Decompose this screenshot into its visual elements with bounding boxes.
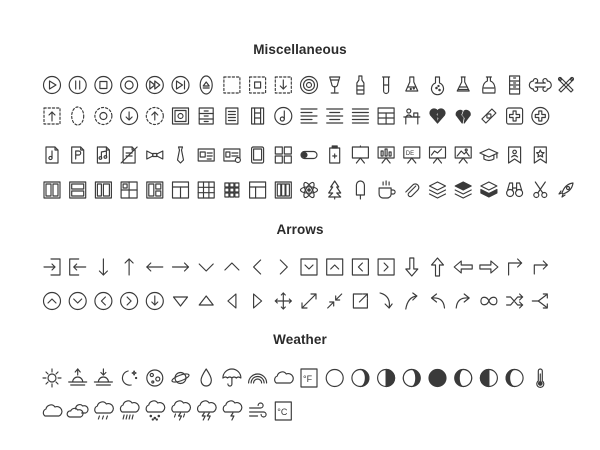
tools-cross-icon	[559, 78, 574, 93]
id-card-check-icon	[224, 149, 241, 163]
arrow-left-outline-icon	[454, 261, 472, 273]
sunrise-icon	[69, 369, 87, 385]
bottle-icon	[357, 76, 364, 94]
chevron-up-square-icon	[327, 259, 343, 275]
medical-cross-circle-icon	[532, 108, 549, 125]
moon-first-quarter-icon	[378, 370, 395, 387]
moon-new-icon	[326, 370, 343, 387]
dashed-circle-icon	[95, 108, 112, 125]
chevron-left-square-icon	[352, 259, 368, 275]
scissors-icon	[534, 182, 547, 198]
bookmark-star-icon	[534, 147, 546, 163]
arrow-down-circle-icon	[146, 293, 163, 310]
dashed-stop-square-icon	[250, 77, 266, 93]
redo-arrow-icon	[456, 294, 469, 308]
undo-arrow-icon	[432, 294, 445, 308]
layout-grid-nine-icon	[198, 182, 214, 198]
presentation-graph-icon	[430, 147, 446, 163]
layout-quad-icon	[121, 182, 137, 198]
broken-heart-icon	[430, 109, 445, 123]
clouds-icon	[67, 405, 88, 417]
presentation-text-icon	[404, 147, 420, 163]
wind-icon	[250, 403, 267, 417]
skip-next-circle-icon	[172, 77, 189, 94]
align-center-icon	[327, 109, 343, 123]
turn-up-right-icon	[509, 259, 522, 275]
eject-circle-icon	[200, 76, 212, 94]
sd-card-icon	[330, 146, 340, 163]
layout-dots-icon	[225, 183, 239, 197]
drawers-flask-icon	[457, 77, 469, 91]
expand-icon	[302, 294, 316, 308]
chevron-left-circle-icon	[95, 293, 112, 310]
align-justify-icon	[352, 109, 368, 123]
moon-waxing-gibbous-icon	[403, 370, 420, 387]
sunset-icon	[94, 369, 112, 385]
magic-flask-icon	[432, 77, 444, 95]
loop-icon	[481, 297, 497, 305]
section-title-arrows: Arrows	[276, 222, 324, 237]
layout-two-rows-icon	[70, 182, 86, 198]
tie-icon	[178, 147, 184, 163]
arrow-down-outline-icon	[406, 258, 418, 276]
presentation-chart-icon	[378, 147, 394, 163]
chevron-right-square-icon	[378, 259, 394, 275]
moon-craters-icon	[147, 370, 163, 386]
test-tube-icon	[383, 77, 390, 94]
presentation-image-icon	[455, 147, 471, 163]
pine-tree-icon	[329, 181, 341, 199]
rainbow-icon	[249, 374, 267, 383]
layout-sidebar-icon	[95, 182, 111, 198]
bone-icon	[529, 79, 551, 92]
rocket-icon	[559, 183, 573, 197]
arrow-left-icon	[147, 263, 163, 271]
fast-forward-circle-icon	[146, 77, 163, 94]
chevron-up-icon	[225, 263, 239, 270]
id-card-icon	[198, 149, 214, 161]
align-left-icon	[301, 109, 317, 123]
layout-two-columns-icon	[44, 182, 60, 198]
arrow-up-outline-icon	[432, 258, 444, 276]
layers-icon	[430, 182, 446, 198]
potion-flask-icon	[406, 77, 418, 91]
target-icon	[301, 77, 318, 94]
record-circle-icon	[121, 77, 138, 94]
section-title-miscellaneous: Miscellaneous	[253, 42, 347, 57]
bandage-icon	[482, 109, 496, 123]
film-strip-icon	[252, 108, 264, 124]
external-link-icon	[353, 294, 367, 308]
moon-waning-gibbous-icon	[455, 370, 472, 387]
arrow-right-outline-icon	[480, 261, 498, 273]
cloud-thunder-icon	[223, 401, 242, 420]
svg-text:DE: DE	[405, 151, 415, 157]
cloud-icon	[275, 372, 294, 383]
layout-header-icon	[173, 182, 189, 198]
atom-icon	[301, 181, 318, 199]
tablet-icon	[252, 147, 264, 163]
music-file-icon	[46, 147, 58, 163]
bookmark-person-icon	[509, 147, 521, 163]
logout-arrow-icon	[70, 259, 86, 275]
dashed-upload-square-icon	[44, 108, 60, 124]
moon-full-icon	[429, 370, 446, 387]
double-music-note-file-icon	[97, 147, 109, 163]
layout-split-icon	[147, 182, 163, 198]
login-arrow-icon	[44, 259, 60, 275]
dashed-download-square-icon	[275, 77, 291, 93]
shuffle-icon	[507, 294, 523, 308]
coffee-cup-icon	[379, 181, 395, 198]
curved-down-arrow-icon	[380, 293, 392, 308]
triangle-right-icon	[254, 294, 262, 308]
wine-glass-icon	[330, 77, 340, 93]
potion-bottle-icon	[483, 77, 495, 93]
triangle-left-icon	[228, 294, 236, 308]
moon-stars-icon	[122, 371, 136, 385]
arrow-down-icon	[99, 259, 107, 275]
medical-cross-square-icon	[507, 108, 523, 124]
chevron-down-square-icon	[301, 259, 317, 275]
chevron-right-circle-icon	[121, 293, 138, 310]
umbrella-icon	[223, 369, 241, 386]
celsius-label: °C	[277, 407, 288, 417]
stop-circle-icon	[95, 77, 112, 94]
chevron-left-icon	[254, 260, 261, 274]
presentation-board-icon	[352, 146, 368, 163]
chevron-down-icon	[199, 264, 213, 271]
parking-file-icon	[72, 147, 84, 163]
pause-circle-icon	[69, 77, 86, 94]
curved-up-arrow-icon	[406, 293, 417, 309]
sun-icon	[43, 369, 61, 387]
cloud-lightning-rain-icon	[172, 401, 191, 420]
moon-waxing-crescent-icon	[352, 370, 369, 387]
music-note-circle-icon	[275, 108, 292, 125]
crossed-file-icon	[121, 147, 137, 163]
triangle-up-icon	[199, 296, 213, 305]
layout-columns-three-icon	[275, 182, 291, 198]
paperclip-icon	[406, 184, 419, 197]
fahrenheit-icon	[301, 369, 317, 387]
dashed-oval-icon	[72, 107, 84, 125]
split-arrows-icon	[532, 294, 547, 308]
play-circle-icon	[44, 77, 61, 94]
toggle-switch-icon	[301, 152, 317, 159]
layers-filled-icon	[455, 182, 471, 198]
cloud-heavy-rain-icon	[120, 401, 139, 419]
broken-heart-split-icon	[456, 110, 470, 123]
cloud-outline-icon	[43, 405, 62, 416]
layers-stack-icon	[481, 182, 497, 197]
planet-icon	[171, 372, 190, 383]
arrow-right-icon	[173, 263, 189, 271]
desk-person-icon	[404, 109, 420, 124]
table-icon	[378, 108, 394, 124]
move-arrows-icon	[275, 293, 291, 309]
layout-header-sidebar-icon	[250, 182, 266, 198]
chevron-up-circle-icon	[44, 293, 61, 310]
cabinet-icon	[199, 108, 213, 124]
binoculars-icon	[507, 183, 523, 197]
chevron-down-circle-icon	[69, 293, 86, 310]
collapse-icon	[328, 294, 342, 308]
cloud-rain-icon	[95, 402, 114, 419]
dashed-upload-circle-icon	[146, 108, 163, 125]
raindrop-icon	[201, 369, 211, 386]
moon-last-quarter-icon	[480, 370, 497, 387]
thermometer-icon	[537, 369, 544, 387]
cloud-snow-icon	[146, 401, 165, 420]
cloud-lightning-icon	[198, 401, 217, 420]
chevron-right-icon	[280, 260, 287, 274]
bow-tie-icon	[147, 151, 163, 159]
popsicle-icon	[356, 181, 364, 199]
celsius-icon	[275, 402, 291, 420]
shelves-icon	[510, 76, 520, 94]
safe-icon	[173, 108, 189, 124]
graduation-cap-icon	[480, 149, 498, 161]
dashed-download-circle-icon	[121, 108, 138, 125]
section-title-weather: Weather	[273, 332, 327, 347]
grid-four-icon	[275, 147, 291, 163]
triangle-down-icon	[174, 297, 188, 306]
dashed-square-icon	[224, 77, 240, 93]
arrow-up-icon	[125, 259, 133, 275]
turn-right-icon	[534, 261, 547, 274]
fahrenheit-label: °F	[303, 374, 313, 384]
document-list-icon	[226, 108, 238, 124]
moon-waning-crescent-icon	[506, 370, 523, 387]
